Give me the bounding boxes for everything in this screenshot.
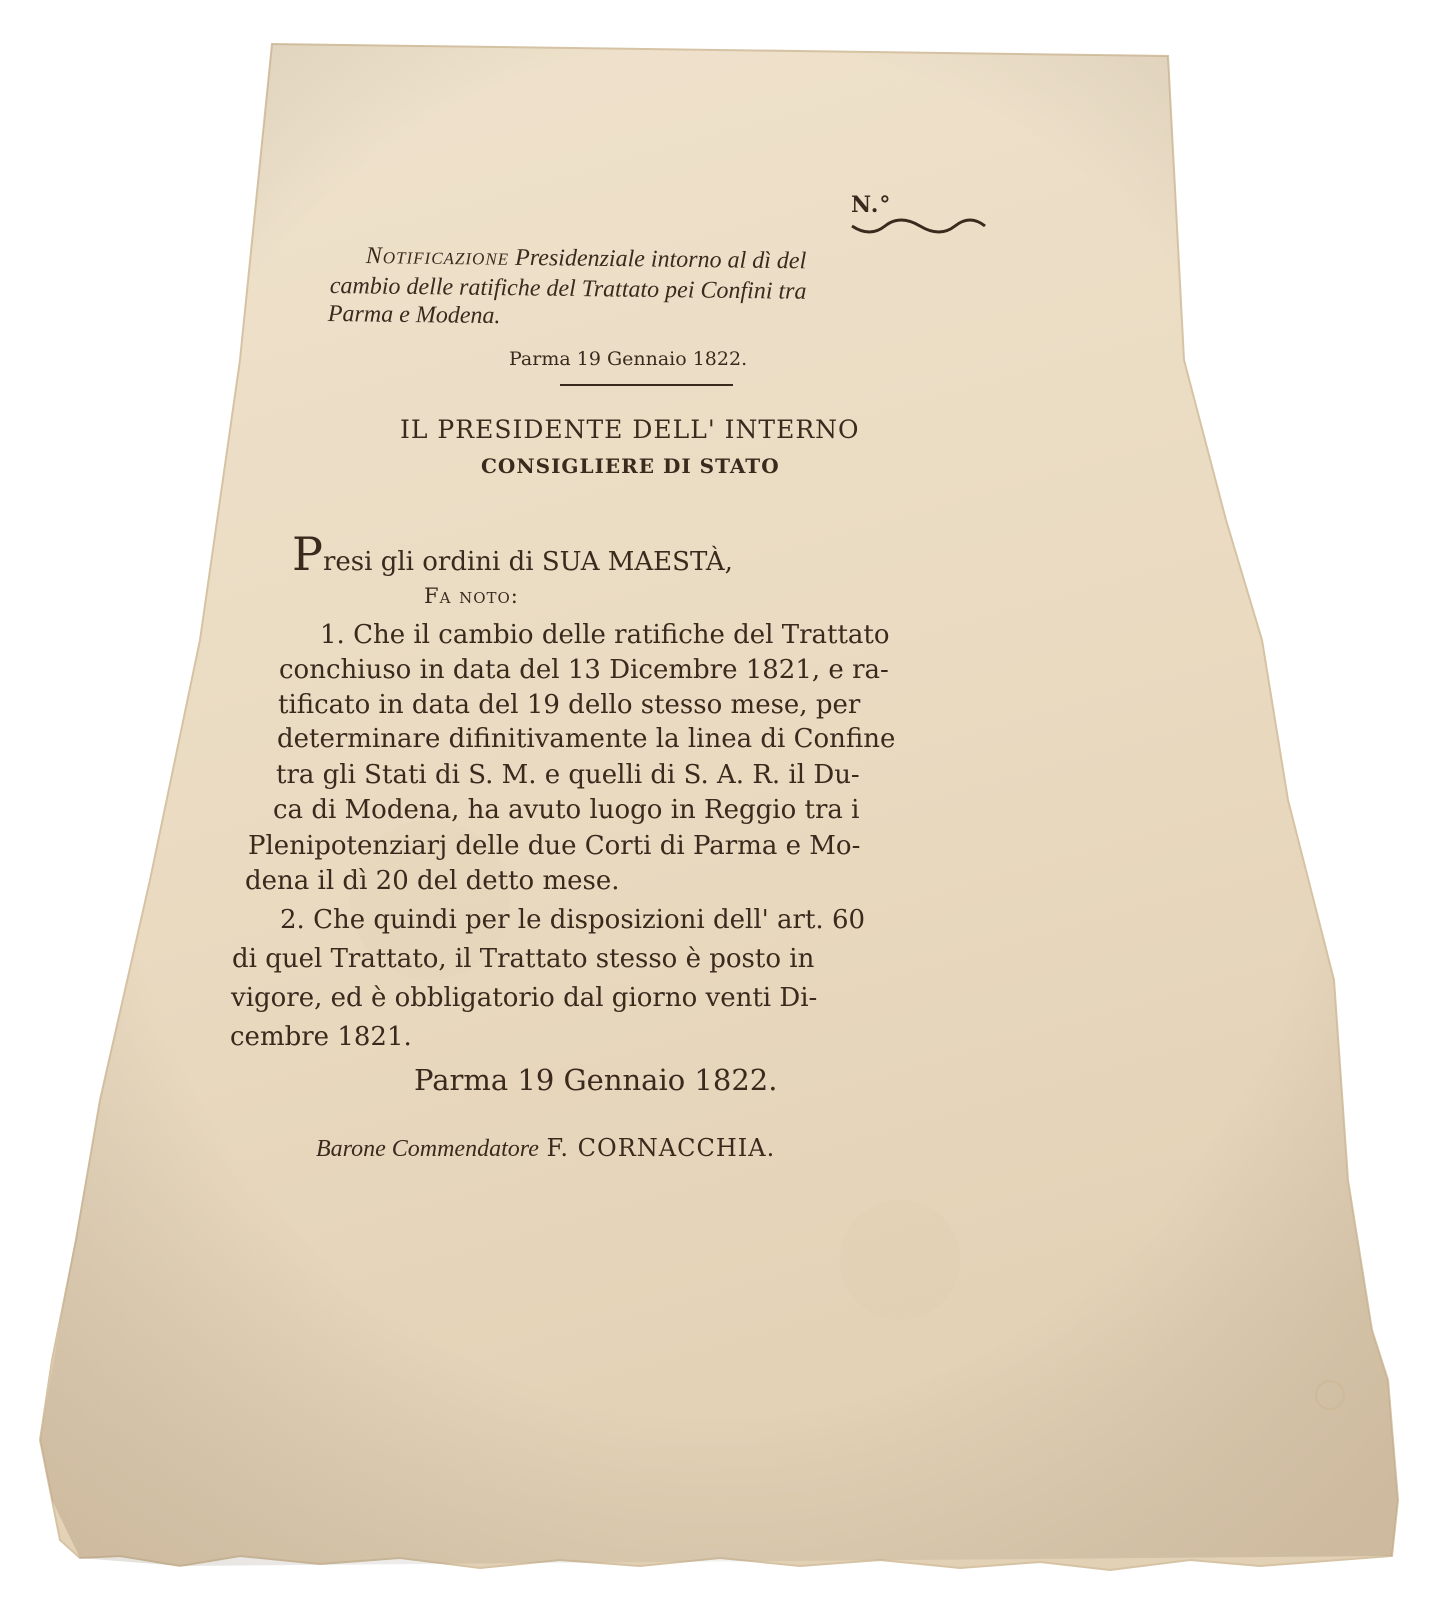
body-line: 1. Che il cambio delle ratifiche del Trattato (320, 620, 890, 650)
authority-title: IL PRESIDENTE DELL' INTERNO (400, 415, 860, 444)
drop-cap: P (292, 527, 323, 581)
body-line: Plenipotenziarj delle due Corti di Parma e Mo- (248, 831, 861, 861)
body-line: determinare difinitivamente la linea di Confine (277, 724, 896, 754)
body-line: conchiuso in data del 13 Dicembre 1821, e ra- (279, 655, 889, 685)
heading-line-1-rest: Presidenziale intorno al dì del (514, 244, 807, 275)
body-line: ca di Modena, ha avuto luogo in Reggio tra i (273, 795, 860, 825)
fa-noto: Fa noto: (424, 584, 519, 608)
signature-line (316, 1136, 775, 1161)
body-line: vigore, ed è obbligatorio dal giorno venti Di- (231, 983, 818, 1013)
body-line: dena il dì 20 del detto mese. (245, 866, 620, 896)
heading-line-2: cambio delle ratifiche del Trattato pei Confini tra (329, 273, 807, 305)
date-top: Parma 19 Gennaio 1822. (509, 348, 748, 370)
body-line: di quel Trattato, il Trattato stesso è posto in (232, 944, 815, 974)
body-line: tificato in data del 19 dello stesso mese, per (278, 690, 861, 720)
heading-lead: Notificazione (365, 243, 510, 271)
date-bottom: Parma 19 Gennaio 1822. (414, 1063, 778, 1097)
heading-line-3: Parma e Modena. (327, 301, 501, 330)
opening-line (292, 527, 733, 581)
authority-subtitle: CONSIGLIERE DI STATO (481, 454, 780, 478)
body-line: tra gli Stati di S. M. e quelli di S. A. R. il Du- (276, 760, 860, 790)
body-line: cembre 1821. (230, 1022, 412, 1052)
heading-line-1 (366, 244, 807, 273)
signature-name: F. CORNACCHIA. (546, 1134, 776, 1162)
number-mark: N.° (851, 192, 892, 218)
body-line: 2. Che quindi per le disposizioni dell' art. 60 (280, 905, 866, 935)
signature-title: Barone Commendatore (316, 1136, 539, 1162)
opening-line-rest: resi gli ordini di SUA MAESTÀ, (322, 547, 733, 577)
